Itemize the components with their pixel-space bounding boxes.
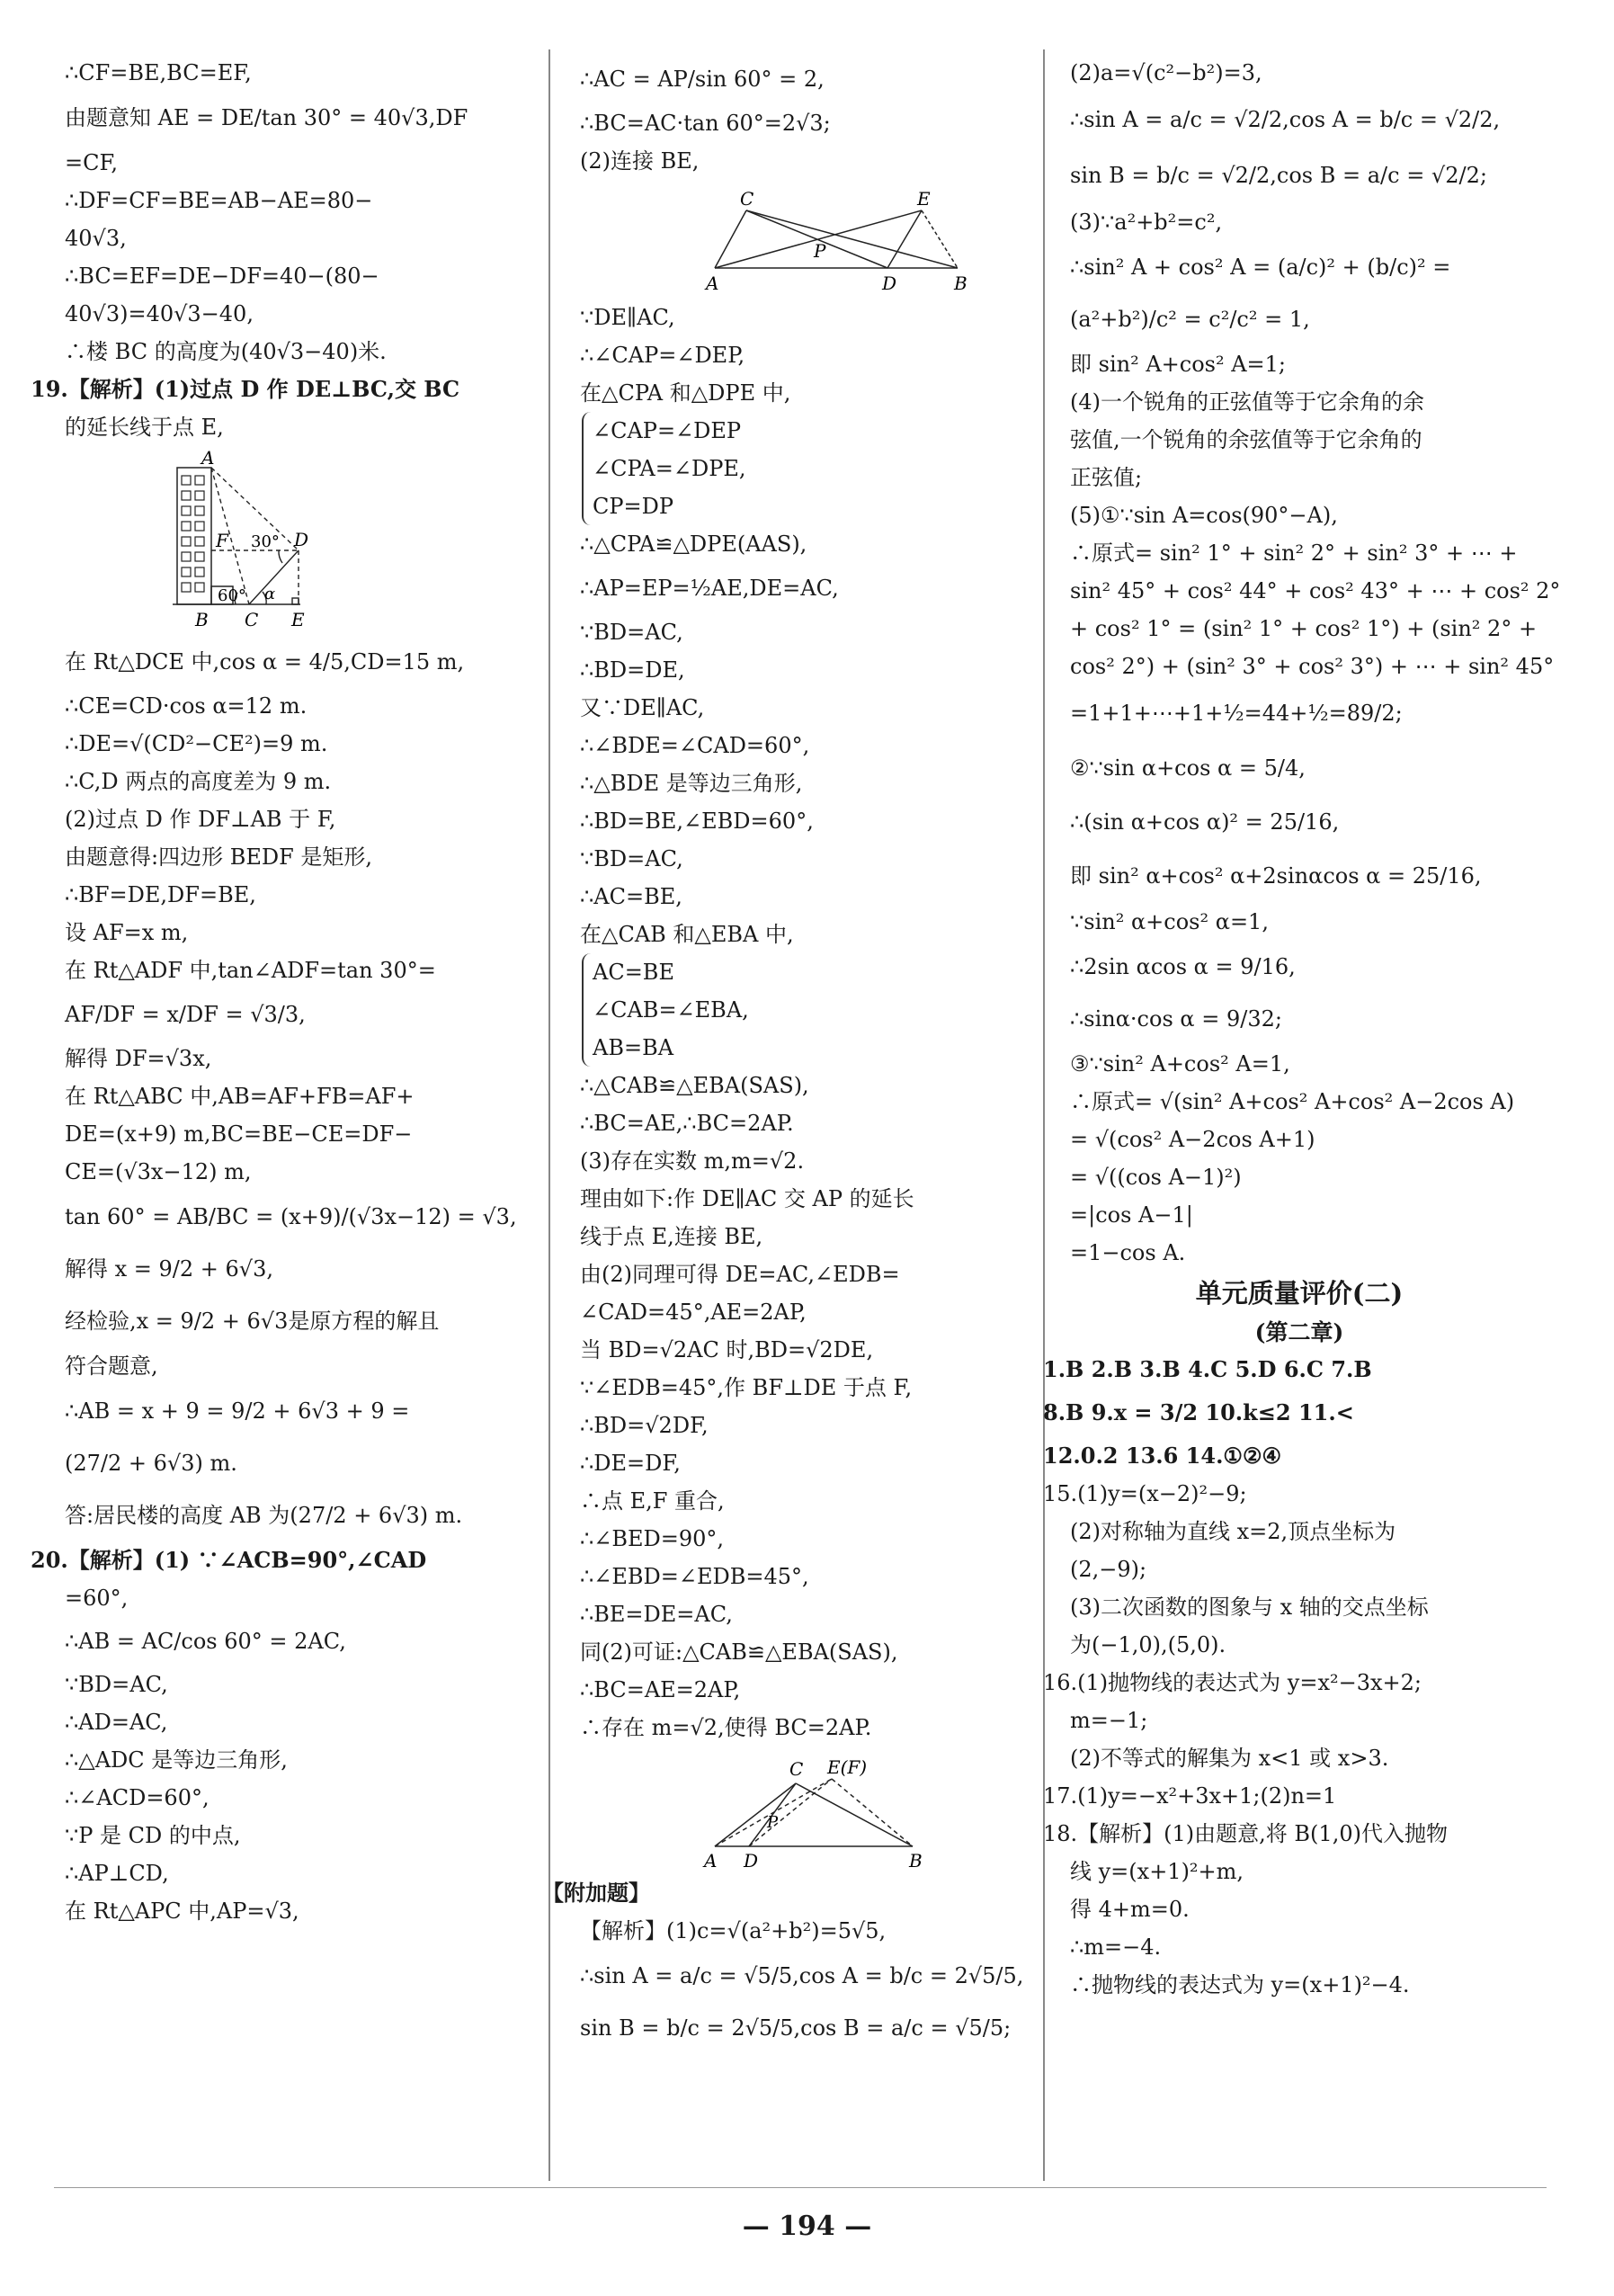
text-line: ∴AD=AC, xyxy=(65,1710,168,1735)
text-line: (a²+b²)/c² = c²/c² = 1, xyxy=(1070,307,1310,332)
text-line: 在 Rt△ADF 中,tan∠ADF=tan 30°= xyxy=(65,958,436,983)
text-line: (2)a=√(c²−b²)=3, xyxy=(1070,60,1262,85)
label-E: E xyxy=(291,609,305,630)
text-line: CP=DP xyxy=(593,494,674,519)
text-line: ∴∠EBD=∠EDB=45°, xyxy=(580,1564,809,1589)
label-60deg: 60° xyxy=(218,586,246,605)
text-line: 15.(1)y=(x−2)²−9; xyxy=(1043,1481,1247,1506)
label-P: P xyxy=(814,240,826,262)
text-line: 在△CPA 和△DPE 中, xyxy=(580,380,791,406)
text-line: ∴点 E,F 重合, xyxy=(580,1488,725,1514)
label-B: B xyxy=(195,609,209,630)
text-line: ∵BD=AC, xyxy=(580,846,683,871)
text-line: 线于点 E,连接 BE, xyxy=(580,1224,763,1249)
answer-line: 12.0.2 13.6 14.①②④ xyxy=(1043,1443,1281,1469)
text-line: 在 Rt△ABC 中,AB=AF+FB=AF+ xyxy=(65,1084,415,1109)
text-line: 解得 DF=√3x, xyxy=(65,1046,212,1071)
text-line: 在 Rt△DCE 中,cos α = 4/5,CD=15 m, xyxy=(65,649,465,675)
label-D: D xyxy=(294,529,309,550)
text-line: =|cos A−1| xyxy=(1070,1202,1193,1228)
text-line: (3)二次函数的图象与 x 轴的交点坐标 xyxy=(1070,1595,1429,1620)
text-line: ∴BC=AC·tan 60°=2√3; xyxy=(580,111,831,136)
column-divider xyxy=(548,49,550,2181)
text-line: ∴存在 m=√2,使得 BC=2AP. xyxy=(580,1715,872,1740)
label-EF: E(F) xyxy=(827,1756,868,1778)
label-C: C xyxy=(789,1758,804,1780)
text-line: 当 BD=√2AC 时,BD=√2DE, xyxy=(580,1337,874,1362)
text-line: 正弦值; xyxy=(1070,465,1143,490)
label-C: C xyxy=(245,609,259,630)
text-line: 线 y=(x+1)²+m, xyxy=(1070,1859,1244,1884)
text-line: ∴BE=DE=AC, xyxy=(580,1602,733,1627)
text-line: ∵P 是 CD 的中点, xyxy=(65,1823,241,1848)
text-line: ∴BF=DE,DF=BE, xyxy=(65,882,256,907)
text-line: 由题意得:四边形 BEDF 是矩形, xyxy=(65,844,373,870)
text-line: 解得 x = 9/2 + 6√3, xyxy=(65,1256,273,1282)
text-line: ∴sin A = a/c = √2/2,cos A = b/c = √2/2, xyxy=(1070,107,1501,132)
text-line: ∴sin² A + cos² A = (a/c)² + (b/c)² = xyxy=(1070,255,1451,280)
text-line: 理由如下:作 DE∥AC 交 AP 的延长 xyxy=(580,1186,914,1211)
text-line: ∴DE=√(CD²−CE²)=9 m. xyxy=(65,731,328,756)
text-line: ∴BC=AE,∴BC=2AP. xyxy=(580,1111,794,1136)
text-line: (2,−9); xyxy=(1070,1557,1147,1582)
text-line: ∴△BDE 是等边三角形, xyxy=(580,771,803,796)
text-line: 由(2)同理可得 DE=AC,∠EDB= xyxy=(580,1262,900,1287)
text-line: (27/2 + 6√3) m. xyxy=(65,1451,237,1476)
label-30deg: 30° xyxy=(251,532,280,551)
text-line: ∠CPA=∠DPE, xyxy=(593,456,746,481)
text-line: (2)过点 D 作 DF⊥AB 于 F, xyxy=(65,807,336,832)
answer-line: 8.B 9.x = 3/2 10.k≤2 11.< xyxy=(1043,1399,1354,1425)
text-line: ∴△ADC 是等边三角形, xyxy=(65,1747,288,1773)
text-line: ∴原式= sin² 1° + sin² 2° + sin² 3° + ⋯ + xyxy=(1070,540,1518,566)
text-line: = √(cos² A−2cos A+1) xyxy=(1070,1127,1315,1152)
text-line: 设 AF=x m, xyxy=(65,920,189,945)
text-line: ∵sin² α+cos² α=1, xyxy=(1070,909,1269,934)
text-line: ∵∠EDB=45°,作 BF⊥DE 于点 F, xyxy=(580,1375,913,1400)
label-B: B xyxy=(909,1850,923,1872)
text-line: cos² 2°) + (sin² 3° + cos² 3°) + ⋯ + sin² 45° xyxy=(1070,654,1555,679)
text-line: 40√3, xyxy=(65,226,127,251)
text-line: sin B = b/c = 2√5/5,cos B = a/c = √5/5; xyxy=(580,2015,1012,2041)
building-figure xyxy=(65,447,309,631)
label-A: A xyxy=(706,272,719,294)
label-B: B xyxy=(954,272,968,294)
text-line: ③∵sin² A+cos² A=1, xyxy=(1070,1051,1290,1077)
text-line: (5)①∵sin A=cos(90°−A), xyxy=(1070,503,1338,528)
text-line: 同(2)可证:△CAB≌△EBA(SAS), xyxy=(580,1639,898,1665)
text-line: ∵BD=AC, xyxy=(580,620,683,645)
text-line: ∴CE=CD·cos α=12 m. xyxy=(65,693,308,719)
text-line: ∠CAB=∠EBA, xyxy=(593,997,749,1023)
text-line: ∴∠CAP=∠DEP, xyxy=(580,343,745,368)
triangle-figure-cpe xyxy=(670,185,1012,293)
text-line: ∴AP=EP=½AE,DE=AC, xyxy=(580,576,839,601)
text-line: sin B = b/c = √2/2,cos B = a/c = √2/2; xyxy=(1070,163,1487,188)
text-line: (2)对称轴为直线 x=2,顶点坐标为 xyxy=(1070,1519,1396,1544)
text-line: ∴BD=DE, xyxy=(580,657,685,683)
text-line: ∴(sin α+cos α)² = 25/16, xyxy=(1070,809,1340,835)
text-line: ∴△CAB≌△EBA(SAS), xyxy=(580,1073,809,1098)
text-line: ∴AC=BE, xyxy=(580,884,682,909)
text-line: ∴楼 BC 的高度为(40√3−40)米. xyxy=(65,339,387,364)
text-line: ∴∠BED=90°, xyxy=(580,1526,725,1551)
text-line: =1−cos A. xyxy=(1070,1240,1186,1265)
text-line: ∠CAD=45°,AE=2AP, xyxy=(580,1300,807,1325)
text-line: ∴sin A = a/c = √5/5,cos A = b/c = 2√5/5, xyxy=(580,1963,1024,1988)
text-line: ∴AC = AP/sin 60° = 2, xyxy=(580,67,825,92)
text-line: ∴DF=CF=BE=AB−AE=80− xyxy=(65,188,373,213)
text-line: 答:居民楼的高度 AB 为(27/2 + 6√3) m. xyxy=(65,1503,463,1528)
text-line: 得 4+m=0. xyxy=(1070,1897,1190,1922)
label-P: P xyxy=(767,1813,779,1832)
footer-rule xyxy=(54,2187,1547,2188)
text-line: ∵BD=AC, xyxy=(65,1672,168,1697)
text-line: ∴CF=BE,BC=EF, xyxy=(65,60,252,85)
text-line: + cos² 1° = (sin² 1° + cos² 1°) + (sin² 2° + xyxy=(1070,616,1538,641)
label-A: A xyxy=(704,1850,718,1872)
text-line: ∴2sin αcos α = 9/16, xyxy=(1070,954,1296,979)
text-line: AB=BA xyxy=(593,1035,674,1060)
text-line: 在 Rt△APC 中,AP=√3, xyxy=(65,1898,299,1924)
label-C: C xyxy=(740,188,754,210)
text-line: 16.(1)抛物线的表达式为 y=x²−3x+2; xyxy=(1043,1670,1422,1695)
text-line: ∴C,D 两点的高度差为 9 m. xyxy=(65,769,332,794)
text-line: 【解析】(1)c=√(a²+b²)=5√5, xyxy=(580,1918,887,1943)
question-19-heading: 19.【解析】(1)过点 D 作 DE⊥BC,交 BC xyxy=(31,376,460,402)
text-line: (4)一个锐角的正弦值等于它余角的余 xyxy=(1070,389,1424,415)
text-line: = √((cos A−1)²) xyxy=(1070,1165,1242,1190)
text-line: ∴AB = AC/cos 60° = 2AC, xyxy=(65,1629,346,1654)
text-line: ∴∠ACD=60°, xyxy=(65,1785,210,1810)
label-D: D xyxy=(882,272,897,294)
text-line: 经检验,x = 9/2 + 6√3是原方程的解且 xyxy=(65,1309,440,1334)
text-line: ∴△CPA≌△DPE(AAS), xyxy=(580,532,807,557)
text-line: m=−1; xyxy=(1070,1708,1148,1733)
text-line: 的延长线于点 E, xyxy=(65,415,224,440)
text-line: DE=(x+9) m,BC=BE−CE=DF− xyxy=(65,1121,413,1147)
text-line: (2)不等式的解集为 x<1 或 x>3. xyxy=(1070,1746,1389,1771)
text-line: (3)存在实数 m,m=√2. xyxy=(580,1148,805,1174)
text-line: 即 sin² A+cos² A=1; xyxy=(1070,352,1287,377)
column-2 xyxy=(542,54,1034,2054)
section-title: 单元质量评价(二) xyxy=(1195,1278,1404,1309)
column-3 xyxy=(1043,54,1561,2004)
text-line: ∵DE∥AC, xyxy=(580,305,675,330)
text-line: 40√3)=40√3−40, xyxy=(65,301,254,326)
text-line: =CF, xyxy=(65,150,119,175)
label-F: F xyxy=(216,530,228,551)
text-line: ∴∠BDE=∠CAD=60°, xyxy=(580,733,810,758)
text-line: ∴AB = x + 9 = 9/2 + 6√3 + 9 = xyxy=(65,1398,410,1424)
text-line: ∴BC=AE=2AP, xyxy=(580,1677,741,1702)
text-line: CE=(√3x−12) m, xyxy=(65,1159,252,1184)
text-line: ∴sinα·cos α = 9/32; xyxy=(1070,1006,1282,1032)
text-line: ∴BC=EF=DE−DF=40−(80− xyxy=(65,264,379,289)
section-subtitle: (第二章) xyxy=(1254,1319,1344,1345)
text-line: (3)∵a²+b²=c², xyxy=(1070,210,1223,235)
text-line: tan 60° = AB/BC = (x+9)/(√3x−12) = √3, xyxy=(65,1204,517,1229)
text-line: ∴BD=BE,∠EBD=60°, xyxy=(580,809,814,834)
text-line: 在△CAB 和△EBA 中, xyxy=(580,922,794,947)
text-line: =1+1+⋯+1+½=44+½=89/2; xyxy=(1070,701,1403,726)
page-number: — 194 — xyxy=(742,2211,872,2242)
text-line: 弦值,一个锐角的余弦值等于它余角的 xyxy=(1070,427,1422,452)
text-line: ∴AP⊥CD, xyxy=(65,1861,169,1886)
text-line: 即 sin² α+cos² α+2sinαcos α = 25/16, xyxy=(1070,863,1482,889)
label-alpha: α xyxy=(264,585,276,603)
text-line: ∴m=−4. xyxy=(1070,1934,1162,1960)
text-line: ∠CAP=∠DEP xyxy=(593,418,742,443)
text-line: AF/DF = x/DF = √3/3, xyxy=(65,1002,306,1027)
text-line: 为(−1,0),(5,0). xyxy=(1070,1632,1226,1657)
text-line: 17.(1)y=−x²+3x+1;(2)n=1 xyxy=(1043,1783,1337,1809)
label-A: A xyxy=(201,447,215,469)
question-20-heading: 20.【解析】(1) ∵∠ACB=90°,∠CAD xyxy=(31,1547,427,1573)
brace-group xyxy=(582,412,1034,525)
label-D: D xyxy=(744,1850,759,1872)
answer-line: 1.B 2.B 3.B 4.C 5.D 6.C 7.B xyxy=(1043,1356,1372,1382)
bonus-heading: 【附加题】 xyxy=(542,1880,650,1906)
text-line: 又∵DE∥AC, xyxy=(580,695,705,720)
column-1 xyxy=(31,54,517,1930)
text-line: 符合题意, xyxy=(65,1353,158,1379)
label-E: E xyxy=(917,188,931,210)
column-divider xyxy=(1043,49,1045,2181)
text-line: ∴原式= √(sin² A+cos² A+cos² A−2cos A) xyxy=(1070,1089,1515,1114)
text-line: 由题意知 AE = DE/tan 30° = 40√3,DF xyxy=(65,105,468,130)
text-line: ∴抛物线的表达式为 y=(x+1)²−4. xyxy=(1070,1972,1410,1997)
text-line: sin² 45° + cos² 44° + cos² 43° + ⋯ + cos² 2° xyxy=(1070,578,1561,603)
brace-group xyxy=(582,953,1034,1067)
text-line: ∴BD=√2DF, xyxy=(580,1413,709,1438)
text-line: 18.【解析】(1)由题意,将 B(1,0)代入抛物 xyxy=(1043,1821,1448,1846)
triangle-figure-cef xyxy=(697,1752,1039,1872)
text-line: =60°, xyxy=(65,1586,129,1611)
text-line: AC=BE xyxy=(593,960,674,985)
text-line: (2)连接 BE, xyxy=(580,148,700,174)
text-line: ②∵sin α+cos α = 5/4, xyxy=(1070,755,1306,781)
text-line: ∴DE=DF, xyxy=(580,1451,681,1476)
